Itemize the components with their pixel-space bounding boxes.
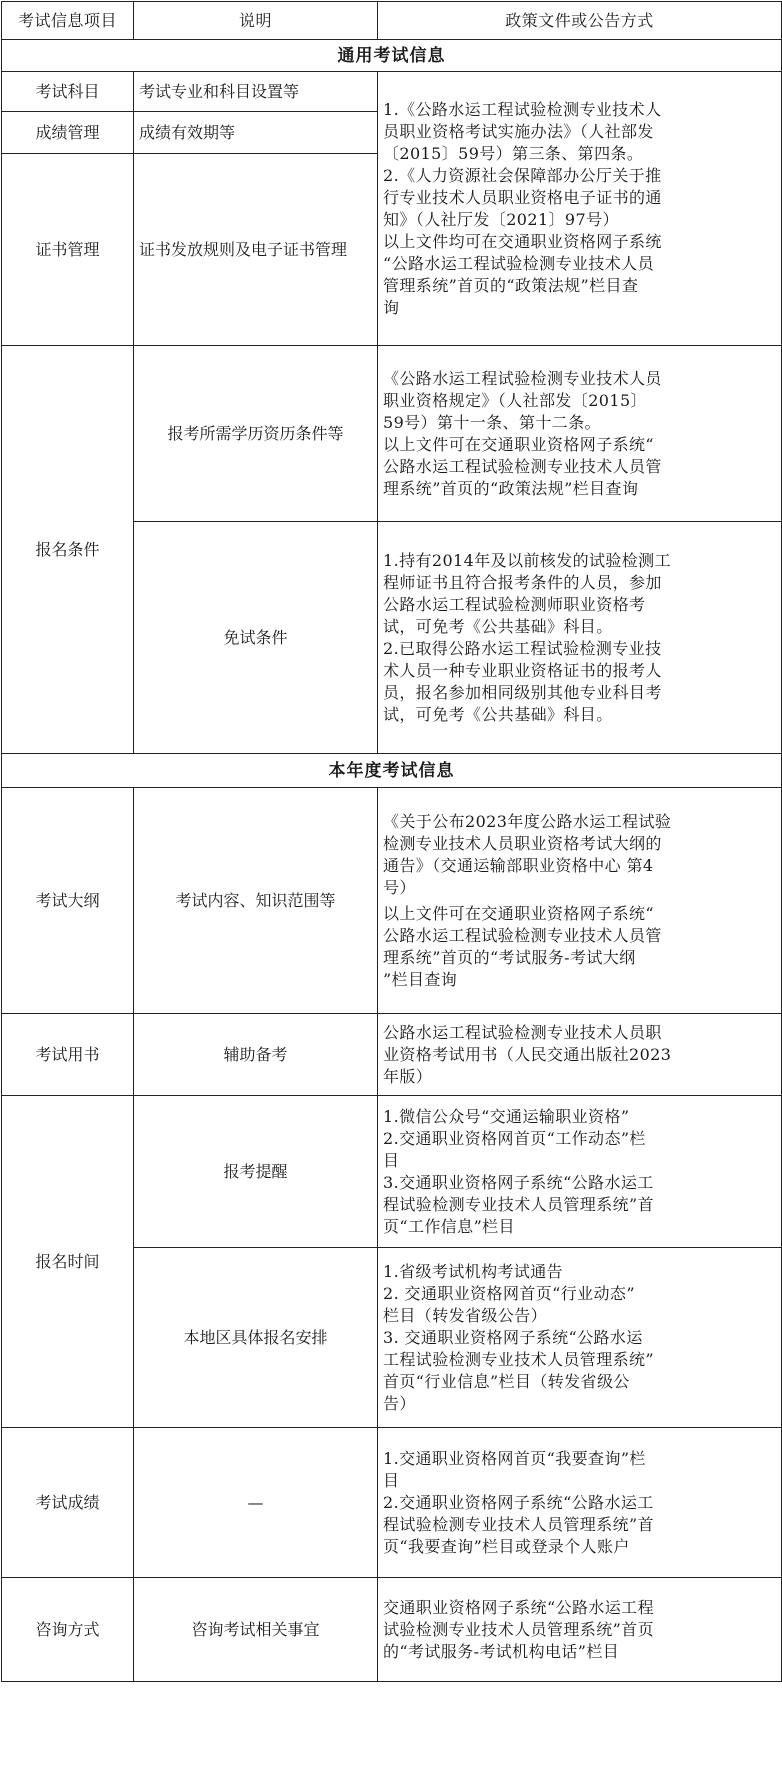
policy-line: 以上文件均可在交通职业资格网子系统 (383, 231, 662, 251)
policy-line: 页“工作信息”栏目 (383, 1216, 515, 1236)
policy-line: 询 (383, 297, 400, 317)
policy-line: 员职业资格考试实施办法》（人社部发 (383, 121, 654, 141)
policy-line: 2. 交通职业资格网首页“行业动态” (383, 1283, 635, 1303)
desc-syllabus: 考试内容、知识范围等 (134, 788, 378, 1014)
policy-education (378, 346, 782, 522)
policy-line: 员，报名参加相同级别其他专业科目考 (383, 682, 662, 702)
policy-line: 程试验检测专业技术人员管理系统”首 (383, 1514, 654, 1534)
policy-line: 目 (383, 1150, 400, 1170)
policy-exemption (378, 522, 782, 754)
policy-local-arrangement (378, 1248, 782, 1428)
policy-scores (378, 1428, 782, 1578)
policy-line: 程师证书且符合报考条件的人员，参加 (383, 572, 662, 592)
policy-line: 3.交通职业资格网子系统“公路水运工 (383, 1172, 654, 1192)
policy-line: 目 (383, 1470, 400, 1490)
item-score-mgmt: 成绩管理 (2, 112, 134, 154)
table-row (2, 1014, 782, 1096)
policy-line: 告） (383, 1393, 416, 1413)
policy-line: 59号）第十一条、第十二条。 (383, 412, 601, 432)
policy-line: 交通职业资格网子系统“公路水运工程 (383, 1597, 654, 1617)
item-subjects: 考试科目 (2, 72, 134, 112)
policy-line: 试，可免考《公共基础》科目。 (383, 616, 613, 636)
policy-line: 知》（人社厅发〔2021〕97号） (383, 209, 619, 229)
policy-line: 行专业技术人员职业资格电子证书的通 (383, 187, 662, 207)
policy-line: 2.《人力资源社会保障部办公厅关于推 (383, 165, 662, 185)
policy-line: 栏目（转发省级公告） (383, 1305, 548, 1325)
policy-line: 1.交通职业资格网首页“我要查询”栏 (383, 1448, 646, 1468)
table-row (2, 1578, 782, 1682)
table-row (2, 788, 782, 1014)
policy-line: 3. 交通职业资格网子系统“公路水运 (383, 1327, 643, 1347)
policy-line: 2.已取得公路水运工程试验检测专业技 (383, 638, 662, 658)
policy-line: 公路水运工程试验检测专业技术人员管 (383, 925, 662, 945)
desc-consult: 咨询考试相关事宜 (134, 1578, 378, 1682)
policy-line: 1.持有2014年及以前核发的试验检测工 (383, 550, 671, 570)
desc-local-arrangement: 本地区具体报名安排 (134, 1248, 378, 1428)
policy-syllabus (378, 788, 782, 1014)
policy-line: 2.交通职业资格网首页“工作动态”栏 (383, 1128, 646, 1148)
item-certificate: 证书管理 (2, 154, 134, 346)
policy-line: 《关于公布2023年度公路水运工程试验 (383, 811, 672, 831)
item-reg-time: 报名时间 (2, 1096, 134, 1428)
table-row (2, 346, 782, 522)
table-row (2, 1096, 782, 1248)
policy-line: “公路水运工程试验检测专业技术人员 (383, 253, 654, 273)
policy-line: 公路水运工程试验检测专业技术人员职 (383, 1022, 662, 1042)
desc-books: 辅助备考 (134, 1014, 378, 1096)
section-title-general: 通用考试信息 (2, 40, 782, 72)
policy-line: 1.省级考试机构考试通告 (383, 1261, 564, 1281)
policy-line: 职业资格规定》（人社部发〔2015〕 (383, 390, 647, 410)
policy-line: 以上文件可在交通职业资格网子系统“ (383, 434, 654, 454)
policy-line: 号） (383, 877, 416, 897)
policy-general (378, 72, 782, 346)
policy-line: 通告》（交通运输部职业资格中心 第4 (383, 855, 654, 875)
policy-line: 程试验检测专业技术人员管理系统”首 (383, 1194, 654, 1214)
policy-line: ”栏目查询 (383, 969, 458, 989)
header-policy: 政策文件或公告方式 (378, 2, 782, 40)
item-registration: 报名条件 (2, 346, 134, 754)
section-title-annual: 本年度考试信息 (2, 754, 782, 788)
table-row (2, 1428, 782, 1578)
policy-line: 术人员一种专业职业资格证书的报考人 (383, 660, 662, 680)
policy-reminder (378, 1096, 782, 1248)
desc-education: 报考所需学历资历条件等 (134, 346, 378, 522)
policy-line: 年版） (383, 1066, 433, 1086)
section-row-general (2, 40, 782, 72)
policy-line: 《公路水运工程试验检测专业技术人员 (383, 368, 662, 388)
item-scores: 考试成绩 (2, 1428, 134, 1578)
desc-exemption: 免试条件 (134, 522, 378, 754)
policy-line: 理系统”首页的“考试服务-考试大纲 (383, 947, 636, 967)
header-desc: 说明 (134, 2, 378, 40)
policy-line: 检测专业技术人员职业资格考试大纲的 (383, 833, 662, 853)
policy-line: 1.《公路水运工程试验检测专业技术人 (383, 99, 662, 119)
policy-line: 2.交通职业资格网子系统“公路水运工 (383, 1492, 654, 1512)
section-row-annual (2, 754, 782, 788)
item-syllabus: 考试大纲 (2, 788, 134, 1014)
policy-line: 工程试验检测专业技术人员管理系统” (383, 1349, 654, 1369)
desc-subjects: 考试专业和科目设置等 (134, 72, 378, 112)
policy-line: 业资格考试用书（人民交通出版社2023 (383, 1044, 672, 1064)
policy-line: 管理系统”首页的“政策法规”栏目查 (383, 275, 639, 295)
policy-line: 页“我要查询”栏目或登录个人账户 (383, 1536, 630, 1556)
table-row (2, 72, 782, 112)
item-books: 考试用书 (2, 1014, 134, 1096)
policy-line: 公路水运工程试验检测专业技术人员管 (383, 456, 662, 476)
policy-books (378, 1014, 782, 1096)
policy-line: 的“考试服务-考试机构电话”栏目 (383, 1641, 620, 1661)
policy-line: 〔2015〕59号）第三条、第四条。 (383, 143, 644, 163)
item-consult: 咨询方式 (2, 1578, 134, 1682)
header-row (2, 2, 782, 40)
policy-line: 理系统”首页的“政策法规”栏目查询 (383, 478, 639, 498)
policy-line: 试验检测专业技术人员管理系统”首页 (383, 1619, 654, 1639)
policy-consult (378, 1578, 782, 1682)
header-item: 考试信息项目 (2, 2, 134, 40)
desc-reminder: 报考提醒 (134, 1096, 378, 1248)
desc-scores: — (134, 1428, 378, 1578)
policy-line: 试，可免考《公共基础》科目。 (383, 704, 613, 724)
policy-line: 公路水运工程试验检测师职业资格考 (383, 594, 646, 614)
exam-info-table (1, 1, 782, 1682)
policy-line: 1.微信公众号“交通运输职业资格” (383, 1106, 630, 1126)
policy-line: 首页“行业信息”栏目（转发省级公 (383, 1371, 630, 1391)
policy-line: 以上文件可在交通职业资格网子系统“ (383, 903, 654, 923)
desc-score-mgmt: 成绩有效期等 (134, 112, 378, 154)
desc-certificate: 证书发放规则及电子证书管理 (134, 154, 378, 346)
